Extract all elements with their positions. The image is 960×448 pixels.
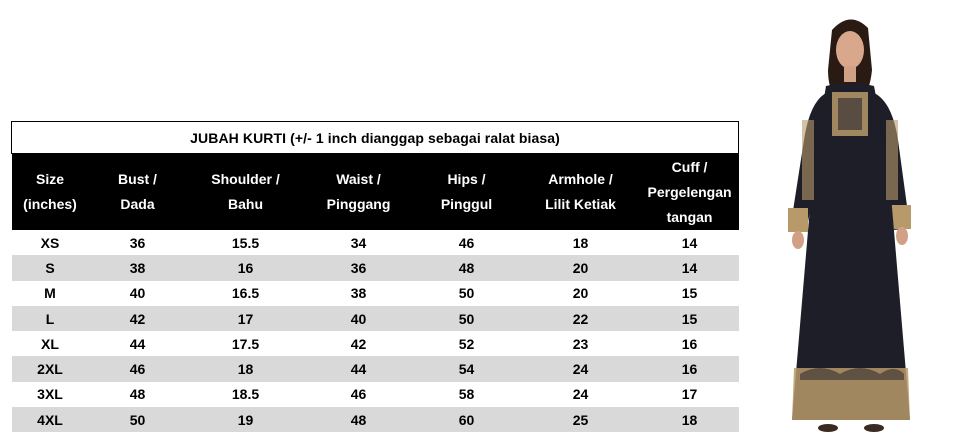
- size-label-cell: 4XL: [12, 407, 89, 432]
- measurement-cell: 40: [129, 285, 146, 302]
- size-label-cell: S: [12, 255, 89, 280]
- size-label-cell: M: [44, 285, 56, 302]
- size-label-cell: L: [12, 306, 89, 331]
- measurement-cell: 16: [187, 255, 305, 280]
- measurement-cell: 24: [572, 386, 589, 403]
- measurement-cell: 18: [641, 407, 739, 432]
- model-in-embroidered-kurti-icon: [770, 0, 960, 448]
- measurement-cell: 60: [413, 407, 521, 432]
- header-size: [12, 154, 89, 231]
- table-row: [12, 407, 739, 432]
- measurement-cell: 18: [187, 356, 305, 381]
- measurement-cell: 20: [521, 255, 641, 280]
- header-cuff-line3: tangan: [666, 208, 713, 225]
- size-chart-table: [11, 121, 739, 432]
- measurement-cell: 42: [89, 306, 187, 331]
- header-shoulder: [187, 154, 305, 231]
- header-hips-line2: Pinggul: [440, 196, 493, 212]
- header-cuff-line2: Pergelengan: [647, 183, 732, 200]
- header-armhole: [521, 154, 641, 231]
- header-shoulder-line1: Shoulder /: [211, 171, 280, 187]
- measurement-cell: 19: [187, 407, 305, 432]
- measurement-cell: 54: [413, 356, 521, 381]
- measurement-cell: 23: [572, 335, 589, 352]
- measurement-cell: 48: [129, 386, 146, 403]
- header-waist: [305, 154, 413, 231]
- measurement-cell: 52: [458, 335, 475, 352]
- measurement-cell: 15: [681, 285, 698, 302]
- measurement-cell: 25: [521, 407, 641, 432]
- measurement-cell: 24: [521, 356, 641, 381]
- measurement-cell: 34: [350, 234, 367, 251]
- measurement-cell: 15: [641, 306, 739, 331]
- size-label-cell: 3XL: [37, 386, 63, 403]
- measurement-cell: 48: [413, 255, 521, 280]
- measurement-cell: 44: [129, 335, 146, 352]
- measurement-cell: 46: [350, 386, 367, 403]
- measurement-cell: 36: [305, 255, 413, 280]
- measurement-cell: 16: [641, 356, 739, 381]
- header-armhole-line2: Lilit Ketiak: [545, 196, 616, 212]
- table-title: JUBAH KURTI (+/- 1 inch dianggap sebagai ralat biasa): [12, 122, 739, 154]
- measurement-cell: 44: [305, 356, 413, 381]
- table-row: [12, 356, 739, 381]
- measurement-cell: 17: [187, 306, 305, 331]
- table-row: [12, 230, 739, 255]
- measurement-cell: 36: [129, 234, 146, 251]
- measurement-cell: 58: [458, 386, 475, 403]
- header-bust-line2: Dada: [120, 196, 155, 212]
- header-size-line1: Size: [35, 171, 64, 187]
- measurement-cell: 18: [572, 234, 589, 251]
- measurement-cell: 20: [572, 285, 589, 302]
- header-bust-line1: Bust /: [118, 171, 157, 187]
- header-waist-line1: Waist /: [336, 171, 381, 187]
- measurement-cell: 42: [350, 335, 367, 352]
- header-waist-line2: Pinggang: [326, 196, 391, 212]
- measurement-cell: 38: [89, 255, 187, 280]
- measurement-cell: 50: [458, 285, 475, 302]
- table-row: [12, 382, 739, 407]
- measurement-cell: 15.5: [231, 234, 260, 251]
- header-armhole-line1: Armhole /: [548, 171, 613, 187]
- measurement-cell: 50: [89, 407, 187, 432]
- measurement-cell: 14: [641, 255, 739, 280]
- size-label-cell: XL: [41, 335, 59, 352]
- measurement-cell: 50: [413, 306, 521, 331]
- header-hips-line1: Hips /: [447, 171, 486, 187]
- table-row: [12, 331, 739, 356]
- measurement-cell: 46: [89, 356, 187, 381]
- measurement-cell: 48: [305, 407, 413, 432]
- table-row: [12, 306, 739, 331]
- measurement-cell: 22: [521, 306, 641, 331]
- header-cuff: [641, 154, 739, 231]
- table-header-row: [12, 154, 739, 231]
- measurement-cell: 16.5: [231, 285, 260, 302]
- measurement-cell: 40: [305, 306, 413, 331]
- measurement-cell: 46: [458, 234, 475, 251]
- header-bust: [89, 154, 187, 231]
- measurement-cell: 17: [681, 386, 698, 403]
- size-label-cell: 2XL: [12, 356, 89, 381]
- table-body: [12, 230, 739, 432]
- header-shoulder-line2: Bahu: [228, 196, 263, 212]
- table-row: [12, 281, 739, 306]
- table-row: [12, 255, 739, 280]
- header-size-line2: (inches): [23, 196, 77, 212]
- header-hips: [413, 154, 521, 231]
- header-cuff-line1: Cuff /: [671, 158, 708, 175]
- table-title-row: [12, 122, 739, 154]
- measurement-cell: 38: [350, 285, 367, 302]
- measurement-cell: 17.5: [231, 335, 260, 352]
- measurement-cell: 14: [681, 234, 698, 251]
- measurement-cell: 16: [681, 335, 698, 352]
- measurement-cell: 18.5: [231, 386, 260, 403]
- size-label-cell: XS: [40, 234, 60, 251]
